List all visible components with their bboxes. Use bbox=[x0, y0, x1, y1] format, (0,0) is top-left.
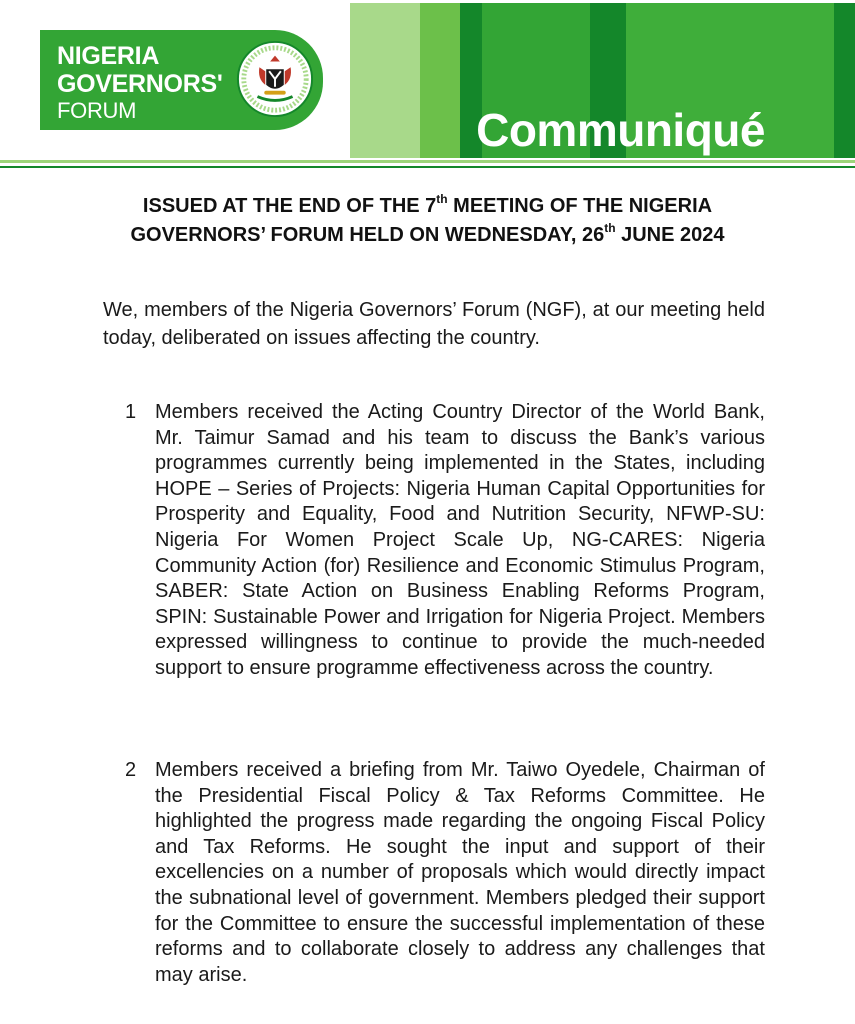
header-stripe bbox=[834, 3, 855, 158]
heading-text: JUNE 2024 bbox=[615, 224, 725, 246]
heading-ordinal: th bbox=[436, 192, 448, 207]
header-rule bbox=[0, 160, 855, 163]
item-number: 2 bbox=[125, 759, 137, 781]
item-text: Members received the Acting Country Director of the World Bank, Mr. Taimur Samad and his team to discuss the Bank’s various programmes currently being implemented in the States, including HOPE – Series of Projects: Nigeria Human Capital Opportunities for Prosperity and Equality, Food and Nutrition Security, NFWP-SU: Nigeria For Women Project Scale Up, NG-CARES: Nigeria Community Action (for) Resilience and Economic Stimulus Program, SABER: State Action on Business Enabling Reforms Program, SPIN: Sustainable Power and Irrigation for Nigeria Project. Members expressed willingness to continue to provide the much-needed support to ensure programme effectiveness across the country. bbox=[155, 401, 765, 679]
item-text: Members received a briefing from Mr. Taiwo Oyedele, Chairman of the Presidential Fiscal Policy & Tax Reforms Committee. He highlighted the progress made regarding the ongoing Fiscal Policy and Tax Reforms. He sought the input and support of their excellencies on a number of proposals which would directly impact the subnational level of government. Members pledged their support for the Committee to ensure the successful implementation of these reforms and to collaborate closely to address any challenges that may arise. bbox=[155, 759, 765, 986]
heading-text: MEETING OF THE NIGERIA GOVERNORS’ FORUM HELD ON WEDNESDAY, 26 bbox=[130, 195, 713, 246]
heading-text: ISSUED AT THE END OF THE 7 bbox=[142, 195, 437, 217]
header-stripe bbox=[420, 3, 460, 158]
item-number: 1 bbox=[125, 401, 137, 423]
logo-text-line: GOVERNORS' bbox=[57, 70, 223, 98]
header-rule bbox=[0, 166, 855, 168]
intro-paragraph: We, members of the Nigeria Governors’ Forum (NGF), at our meeting held today, deliberated on issues affecting the country. bbox=[103, 299, 765, 349]
nigeria-coat-of-arms-icon bbox=[236, 40, 314, 118]
header-stripe bbox=[350, 3, 420, 158]
logo-text-line: FORUM bbox=[57, 98, 137, 123]
list-item bbox=[125, 400, 765, 682]
communique-title: Communiqué bbox=[476, 104, 765, 156]
communique-header bbox=[0, 0, 855, 172]
list-item bbox=[125, 758, 765, 988]
heading-ordinal: th bbox=[604, 221, 616, 236]
logo-text-line: NIGERIA bbox=[57, 42, 160, 70]
document-heading bbox=[80, 192, 775, 250]
